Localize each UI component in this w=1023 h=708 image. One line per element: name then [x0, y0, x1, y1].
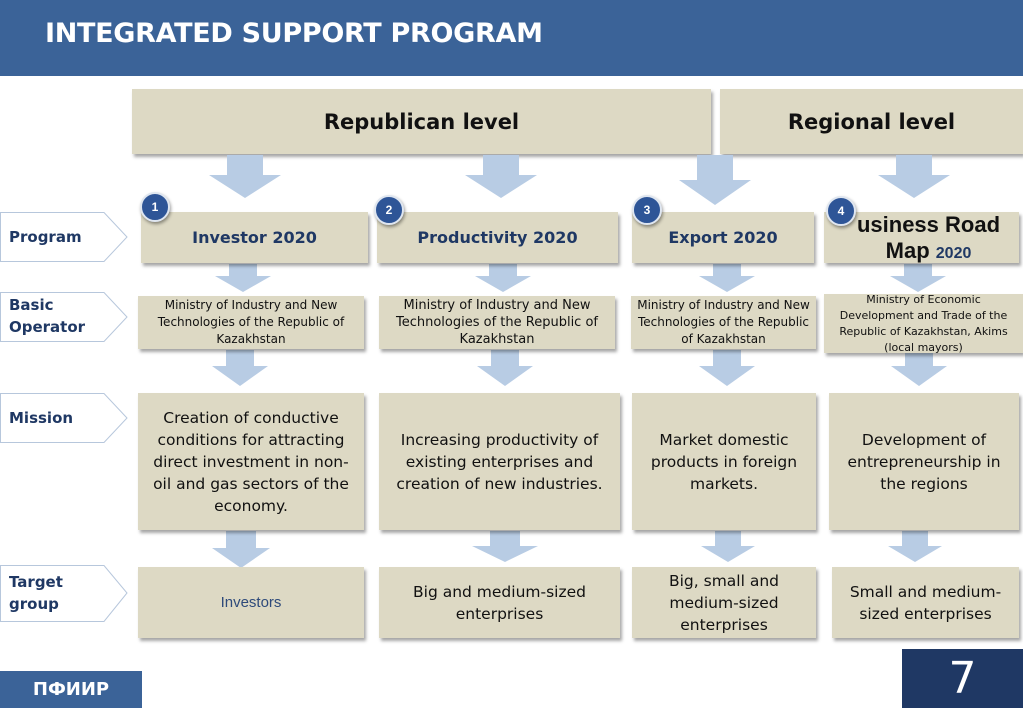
- mission-text: Increasing productivity of existing enterprises and creation of new industries.: [396, 430, 603, 493]
- step-badge-3: 3: [632, 195, 662, 225]
- program-year: 2020: [935, 245, 972, 262]
- mission-box: [632, 393, 816, 530]
- arrow-down-icon: [475, 264, 531, 292]
- page-title: INTEGRATED SUPPORT PROGRAM: [45, 18, 543, 49]
- arrow-down-icon: [699, 350, 755, 386]
- arrow-down-icon: [679, 155, 751, 205]
- arrow-down-icon: [212, 531, 270, 568]
- target-box: [832, 567, 1019, 638]
- mission-text: Market domestic products in foreign markets.: [650, 430, 798, 493]
- footer-org-label: ПФИИР: [0, 671, 142, 708]
- mission-box: [829, 393, 1019, 530]
- row-label-program-text: Program: [9, 228, 82, 246]
- arrow-down-icon: [477, 350, 533, 386]
- row-label-target: [0, 565, 128, 622]
- target-box: [632, 567, 816, 638]
- arrow-down-icon: [890, 264, 946, 292]
- step-badge-4: 4: [826, 196, 856, 226]
- target-text: Small and medium-sized enterprises: [849, 582, 1002, 623]
- mission-box: [138, 393, 364, 530]
- row-label-mission-text: Mission: [9, 409, 74, 427]
- operator-box: [138, 296, 364, 349]
- row-label-target-line1: Target: [9, 573, 63, 591]
- operator-box: [379, 296, 615, 349]
- row-label-operator: [0, 292, 128, 342]
- row-label-operator-line1: Basic: [9, 296, 54, 314]
- row-label-target-line2: group: [9, 595, 59, 613]
- arrow-down-icon: [209, 155, 281, 198]
- operator-text: Ministry of Industry and New Technologies of the Republic of Kazakhstan: [396, 298, 598, 347]
- arrow-down-icon: [888, 531, 942, 562]
- arrow-down-icon: [699, 264, 755, 292]
- target-text: Investors: [220, 593, 282, 611]
- regional-level-label: Regional level: [787, 109, 956, 134]
- operator-box: [631, 296, 816, 349]
- arrow-down-icon: [701, 531, 755, 562]
- target-text: Big and medium-sized enterprises: [413, 582, 586, 623]
- operator-text: Ministry of Industry and New Technologies of the Republic of Kazakhstan: [157, 298, 345, 346]
- row-label-operator-line2: Operator: [9, 318, 86, 336]
- page-number: 7: [902, 649, 1023, 708]
- program-label-business-road-map: usiness Road Map 2020: [856, 212, 1001, 263]
- program-box-productivity: [377, 212, 618, 263]
- arrow-down-icon: [215, 264, 271, 292]
- target-box: [379, 567, 620, 638]
- row-label-program: [0, 212, 128, 262]
- program-box-investor: [141, 212, 368, 263]
- operator-box: [824, 294, 1023, 353]
- target-box: [138, 567, 364, 638]
- arrow-down-icon: [465, 155, 537, 198]
- operator-text: Ministry of Industry and New Technologies of the Republic of Kazakhstan: [637, 298, 810, 346]
- step-badge-2: 2: [374, 195, 404, 225]
- program-label: Productivity 2020: [417, 228, 578, 247]
- row-label-mission: [0, 393, 128, 443]
- mission-text: Development of entrepreneurship in the regions: [847, 430, 1001, 493]
- arrow-down-icon: [212, 350, 268, 386]
- program-label: Export 2020: [668, 228, 778, 247]
- operator-text: Ministry of Economic Development and Trade of the Republic of Kazakhstan, Akims (local mayors): [839, 292, 1008, 354]
- mission-box: [379, 393, 620, 530]
- step-badge-1: 1: [140, 192, 170, 222]
- mission-text: Creation of conductive conditions for attracting direct investment in non-oil and gas sectors of the economy.: [153, 408, 349, 515]
- republican-level-label: Republican level: [323, 109, 520, 134]
- arrow-down-icon: [472, 531, 538, 562]
- program-label: Investor 2020: [192, 228, 317, 247]
- program-box-export: [632, 212, 814, 263]
- arrow-down-icon: [878, 155, 950, 198]
- target-text: Big, small and medium-sized enterprises: [668, 571, 779, 634]
